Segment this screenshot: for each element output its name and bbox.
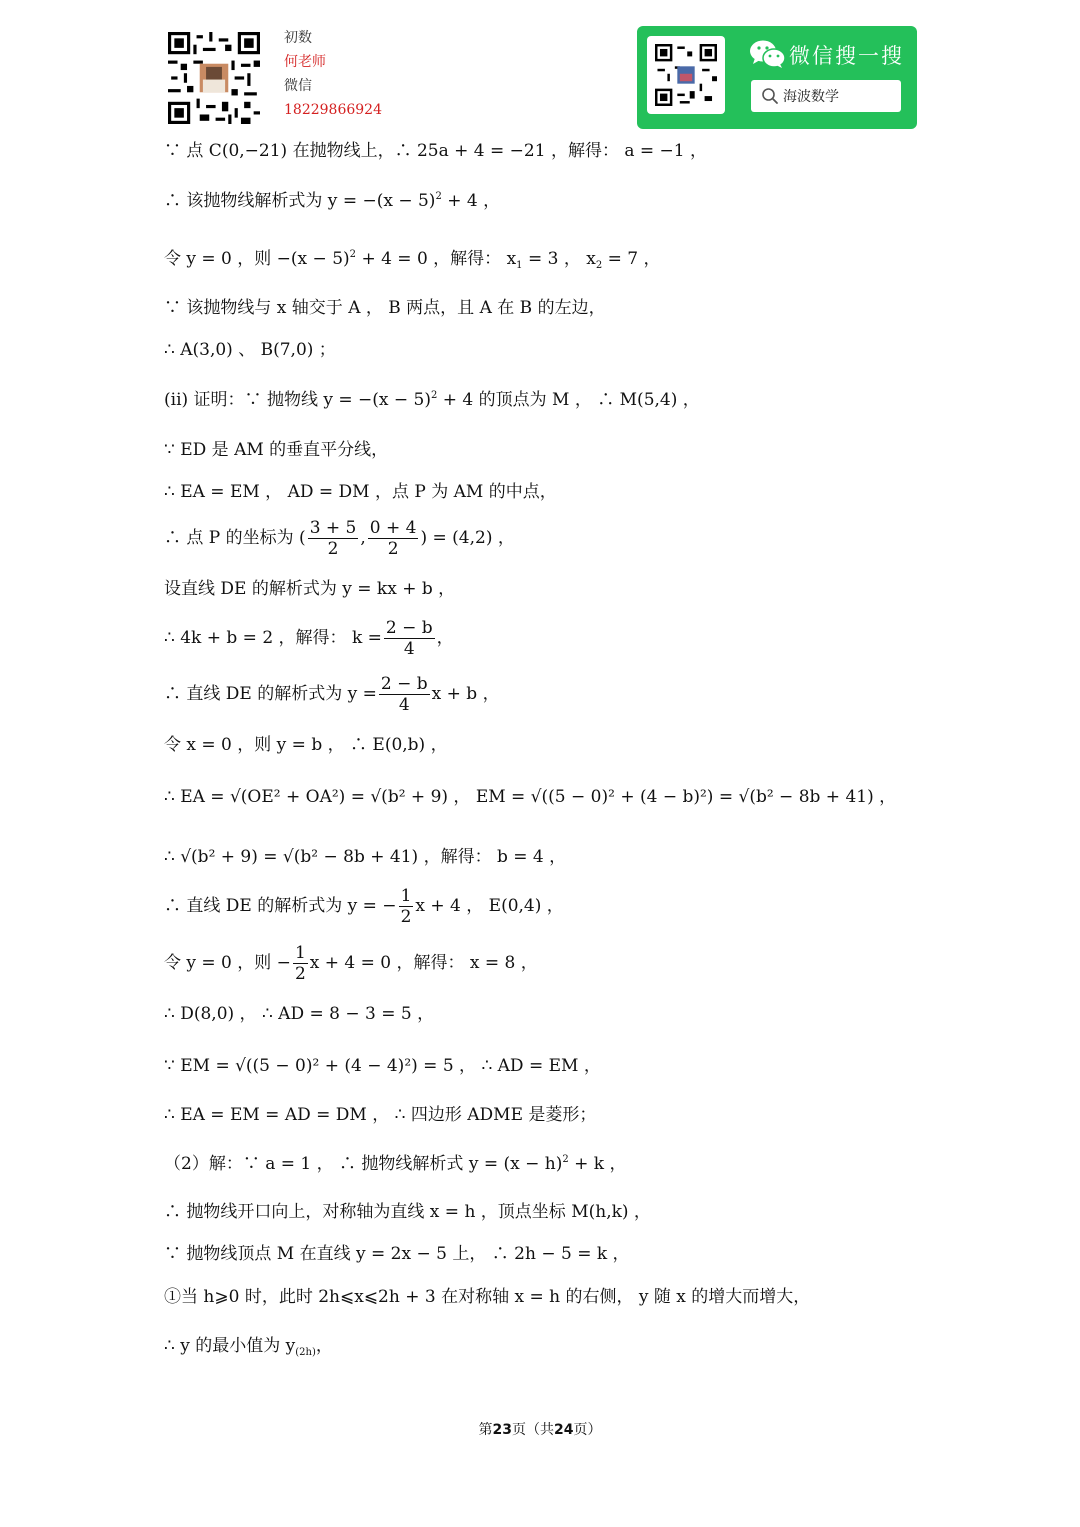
search-query: 海波数学 xyxy=(783,89,839,105)
page-total: 24 xyxy=(554,1422,574,1438)
text: x + b ， xyxy=(431,684,500,704)
page-footer xyxy=(0,1419,1080,1439)
text: ， xyxy=(436,628,454,648)
wechat-search-card[interactable] xyxy=(637,26,917,129)
contact-phone: 18229866924 xyxy=(284,102,382,118)
text: = 7 ， xyxy=(607,249,661,269)
text: ∴ y 的最小值为 y xyxy=(164,1336,296,1356)
contact-wechat-label: 微信 xyxy=(284,78,312,94)
solution-line-14: ∴ EA = √(OE² + OA²) = √(b² + 9) ， EM = √((5 − 0)² + (4 − b)²) = √(b² − 8b + 41) ， xyxy=(164,787,897,807)
solution-line-5: ∴ A(3,0) 、 B(7,0) ； xyxy=(164,340,336,360)
text: (ii) 证明：∵ 抛物线 y = −(x − 5) xyxy=(164,390,431,410)
text: + 4 = 0 ，解得： x xyxy=(361,249,517,269)
text: ∴ 4k + b = 2 ，解得： k = xyxy=(164,628,382,648)
text: + 4 的顶点为 M ， ∴ M(5,4) ， xyxy=(442,390,700,410)
fraction: $\frac{1}{2}$ xyxy=(294,943,306,984)
solution-line-18: ∴ D(8,0) ， ∴ AD = 8 − 3 = 5 ， xyxy=(164,1004,435,1024)
solution-line-6: (ii) 证明：∵ 抛物线 $y = -(x - 5)^2 + 4$ 的顶点为 M ， ∴ M(5,4) ， xyxy=(164,390,700,410)
solution-line-2: ∴ 该抛物线解析式为 $y = -(x - 5)^2 + 4$ ， xyxy=(164,191,501,211)
text: ∴ 直线 DE 的解析式为 y = − xyxy=(164,896,397,916)
solution-line-24: ①当 h⩾0 时，此时 2h⩽x⩽2h + 3 在对称轴 x = h 的右侧， y 随 x 的增大而增大， xyxy=(164,1287,811,1307)
fraction: $\frac{2 - b}{4}$ xyxy=(380,674,428,715)
text: ∴ 该抛物线解析式为 y = −(x − 5) xyxy=(164,191,436,211)
solution-line-15: ∴ √(b² + 9) = √(b² − 8b + 41) ，解得： b = 4 ， xyxy=(164,847,567,867)
solution-line-8: ∴ EA = EM ， AD = DM ，点 P 为 AM 的中点， xyxy=(164,482,557,502)
text: ∴ 直线 DE 的解析式为 y = xyxy=(164,684,377,704)
solution-line-25 xyxy=(164,1335,333,1357)
text: = 3 ， x xyxy=(527,249,596,269)
solution-line-9: ∴ 点 P 的坐标为 ( $\frac{3 + 5}{2}$ , $\frac{0 + 4}{2}$ ) = (4,2) ， xyxy=(164,518,515,559)
fraction: $\frac{3 + 5}{2}$ xyxy=(309,518,357,559)
solution-line-23: ∵ 抛物线顶点 M 在直线 y = 2x − 5 上， ∴ 2h − 5 = k ， xyxy=(164,1244,630,1264)
wechat-search-title: 微信搜一搜 xyxy=(789,44,904,68)
solution-line-7: ∵ ED 是 AM 的垂直平分线， xyxy=(164,440,389,460)
solution-line-19: ∵ EM = √((5 − 0)² + (4 − 4)²) = 5 ， ∴ AD = EM ， xyxy=(164,1056,601,1076)
text: ∴ 点 P 的坐标为 ( xyxy=(164,528,306,548)
subscript: (2h) xyxy=(295,1347,316,1358)
solution-line-17 xyxy=(164,943,538,984)
wechat-qr-code xyxy=(655,44,717,106)
text: x + 4 = 0 ，解得： x = 8 ， xyxy=(309,953,538,973)
text: ) = (4,2) ， xyxy=(420,528,515,548)
text: 令 y = 0 ，则 − xyxy=(164,953,291,973)
search-icon xyxy=(761,87,779,105)
solution-line-16 xyxy=(164,886,564,927)
solution-line-13: 令 x = 0 ，则 y = b ， ∴ E(0,b) ， xyxy=(164,735,448,755)
solution-line-21: （2）解：∵ a = 1 ， ∴ 抛物线解析式 $y = (x - h)^2 + k$ ， xyxy=(164,1154,627,1174)
wechat-search-box[interactable] xyxy=(751,80,901,112)
solution-line-12 xyxy=(164,674,500,715)
solution-line-4: ∵ 该抛物线与 x 轴交于 A ， B 两点，且 A 在 B 的左边， xyxy=(164,298,606,318)
text: + 4 ， xyxy=(447,191,501,211)
footer-text: 第 xyxy=(478,1422,493,1438)
contact-subject: 初数 xyxy=(284,30,312,46)
solution-line-3: 令 y = 0 ，则 $-(x - 5)^2 + 4 = 0$ ，解得： $x_1 = 3$ ， $x_2 = 7$ ， xyxy=(164,249,661,271)
footer-text: 页） xyxy=(573,1422,602,1438)
wechat-qr-box xyxy=(647,36,725,114)
fraction: $\frac{2 - b}{4}$ xyxy=(385,618,433,659)
contact-teacher: 何老师 xyxy=(284,54,326,70)
text: + k ， xyxy=(574,1154,627,1174)
text: 令 y = 0 ，则 −(x − 5) xyxy=(164,249,350,269)
solution-line-22: ∴ 抛物线开口向上，对称轴为直线 x = h ，顶点坐标 M(h,k) ， xyxy=(164,1202,651,1222)
fraction: $\frac{1}{2}$ xyxy=(400,886,412,927)
text: （2）解：∵ a = 1 ， ∴ 抛物线解析式 y = (x − h) xyxy=(164,1154,563,1174)
qr-code-image xyxy=(168,32,260,124)
solution-line-1: ∵ 点 C(0,−21) 在抛物线上，∴ 25a + 4 = −21 ，解得： a = −1 ， xyxy=(164,141,708,161)
text: x + 4 ， E(0,4) ， xyxy=(415,896,564,916)
solution-line-20: ∴ EA = EM = AD = DM ， ∴ 四边形 ADME 是菱形； xyxy=(164,1105,597,1125)
footer-text: 页（共 xyxy=(512,1422,554,1438)
fraction: $\frac{0 + 4}{2}$ xyxy=(369,518,417,559)
contact-info xyxy=(284,26,382,122)
solution-line-10: 设直线 DE 的解析式为 y = kx + b ， xyxy=(164,579,456,599)
solution-line-11 xyxy=(164,618,454,659)
page-number: 23 xyxy=(492,1422,512,1438)
text: ， xyxy=(315,1336,333,1356)
